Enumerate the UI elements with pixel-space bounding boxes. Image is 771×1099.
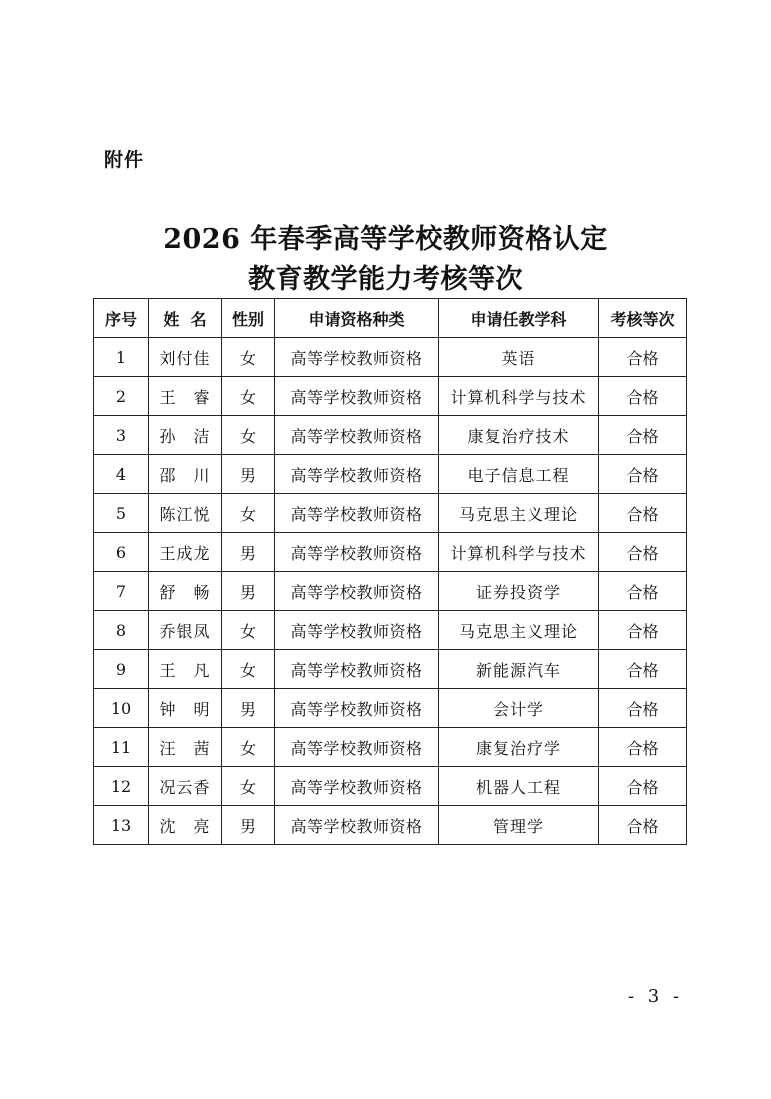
cell-subject: 英语: [439, 338, 599, 377]
cell-qualification-type: 高等学校教师资格: [275, 611, 439, 650]
cell-grade: 合格: [599, 455, 687, 494]
cell-name: 沈 亮: [149, 806, 222, 845]
table-row: [94, 611, 687, 650]
header-seq: 序号: [94, 299, 149, 338]
cell-seq: 10: [94, 689, 149, 728]
cell-gender: 女: [222, 338, 275, 377]
cell-name: 王成龙: [149, 533, 222, 572]
table-row: [94, 572, 687, 611]
cell-seq: 11: [94, 728, 149, 767]
cell-grade: 合格: [599, 338, 687, 377]
cell-gender: 男: [222, 455, 275, 494]
cell-seq: 13: [94, 806, 149, 845]
cell-seq: 7: [94, 572, 149, 611]
cell-subject: 新能源汽车: [439, 650, 599, 689]
cell-subject: 康复治疗技术: [439, 416, 599, 455]
table-row: [94, 416, 687, 455]
cell-gender: 女: [222, 728, 275, 767]
cell-name: 钟 明: [149, 689, 222, 728]
cell-name: 孙 洁: [149, 416, 222, 455]
cell-seq: 6: [94, 533, 149, 572]
cell-gender: 女: [222, 416, 275, 455]
cell-subject: 计算机科学与技术: [439, 533, 599, 572]
table-row: [94, 806, 687, 845]
cell-gender: 男: [222, 806, 275, 845]
table-row: [94, 767, 687, 806]
cell-subject: 康复治疗学: [439, 728, 599, 767]
cell-gender: 女: [222, 494, 275, 533]
cell-name: 陈江悦: [149, 494, 222, 533]
cell-qualification-type: 高等学校教师资格: [275, 650, 439, 689]
cell-subject: 证券投资学: [439, 572, 599, 611]
cell-qualification-type: 高等学校教师资格: [275, 455, 439, 494]
cell-seq: 4: [94, 455, 149, 494]
cell-gender: 女: [222, 377, 275, 416]
header-subject: 申请任教学科: [439, 299, 599, 338]
cell-seq: 1: [94, 338, 149, 377]
cell-seq: 12: [94, 767, 149, 806]
cell-qualification-type: 高等学校教师资格: [275, 338, 439, 377]
cell-name: 况云香: [149, 767, 222, 806]
cell-seq: 3: [94, 416, 149, 455]
cell-qualification-type: 高等学校教师资格: [275, 416, 439, 455]
table-row: [94, 728, 687, 767]
cell-grade: 合格: [599, 494, 687, 533]
table-header-row: [94, 299, 687, 338]
cell-grade: 合格: [599, 416, 687, 455]
cell-subject: 管理学: [439, 806, 599, 845]
cell-gender: 男: [222, 533, 275, 572]
table-row: [94, 338, 687, 377]
cell-name: 邵 川: [149, 455, 222, 494]
header-qualification-type: 申请资格种类: [275, 299, 439, 338]
cell-grade: 合格: [599, 572, 687, 611]
table-row: [94, 494, 687, 533]
cell-seq: 9: [94, 650, 149, 689]
cell-gender: 男: [222, 572, 275, 611]
cell-seq: 2: [94, 377, 149, 416]
cell-gender: 女: [222, 650, 275, 689]
cell-grade: 合格: [599, 533, 687, 572]
cell-seq: 8: [94, 611, 149, 650]
cell-grade: 合格: [599, 650, 687, 689]
cell-subject: 计算机科学与技术: [439, 377, 599, 416]
assessment-results-table: [93, 298, 687, 845]
cell-grade: 合格: [599, 377, 687, 416]
cell-grade: 合格: [599, 611, 687, 650]
cell-qualification-type: 高等学校教师资格: [275, 728, 439, 767]
cell-grade: 合格: [599, 689, 687, 728]
header-gender: 性别: [222, 299, 275, 338]
cell-name: 王 睿: [149, 377, 222, 416]
cell-qualification-type: 高等学校教师资格: [275, 572, 439, 611]
table-row: [94, 533, 687, 572]
cell-grade: 合格: [599, 728, 687, 767]
cell-name: 乔银凤: [149, 611, 222, 650]
cell-name: 汪 茜: [149, 728, 222, 767]
header-name: 姓 名: [149, 299, 222, 338]
document-title-line1: 2026 年春季高等学校教师资格认定: [163, 224, 608, 255]
document-title-line2: 教育教学能力考核等次: [248, 264, 523, 295]
cell-grade: 合格: [599, 767, 687, 806]
cell-name: 刘付佳: [149, 338, 222, 377]
cell-gender: 女: [222, 767, 275, 806]
table-row: [94, 650, 687, 689]
attachment-label: 附件: [104, 149, 145, 171]
page-number: - 3 -: [628, 986, 684, 1007]
cell-subject: 会计学: [439, 689, 599, 728]
table-row: [94, 689, 687, 728]
cell-subject: 电子信息工程: [439, 455, 599, 494]
cell-name: 舒 畅: [149, 572, 222, 611]
cell-gender: 男: [222, 689, 275, 728]
cell-qualification-type: 高等学校教师资格: [275, 377, 439, 416]
cell-grade: 合格: [599, 806, 687, 845]
header-grade: 考核等次: [599, 299, 687, 338]
cell-gender: 女: [222, 611, 275, 650]
cell-name: 王 凡: [149, 650, 222, 689]
cell-qualification-type: 高等学校教师资格: [275, 689, 439, 728]
cell-subject: 马克思主义理论: [439, 611, 599, 650]
cell-subject: 机器人工程: [439, 767, 599, 806]
cell-qualification-type: 高等学校教师资格: [275, 533, 439, 572]
table-row: [94, 455, 687, 494]
cell-qualification-type: 高等学校教师资格: [275, 767, 439, 806]
cell-qualification-type: 高等学校教师资格: [275, 494, 439, 533]
cell-subject: 马克思主义理论: [439, 494, 599, 533]
cell-qualification-type: 高等学校教师资格: [275, 806, 439, 845]
table-row: [94, 377, 687, 416]
cell-seq: 5: [94, 494, 149, 533]
